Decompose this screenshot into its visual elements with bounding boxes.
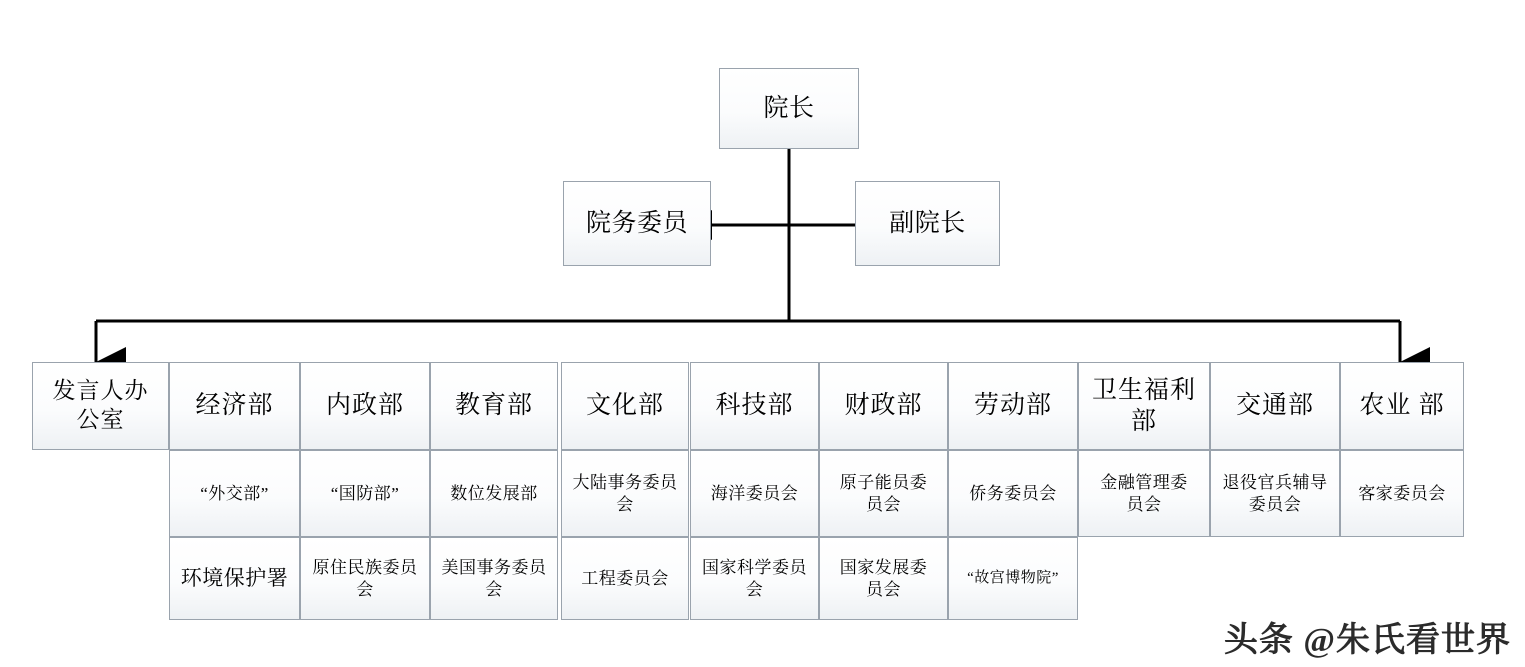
node-sub-3-1-label: 数位发展部 <box>450 483 538 503</box>
node-sub-2-1[interactable] <box>300 450 430 537</box>
node-sub-2-1-label: “国防部” <box>330 483 400 503</box>
node-council-member-label: 院务委员 <box>585 209 688 237</box>
node-sub-2-2[interactable] <box>300 537 430 620</box>
node-sub-9-1-label: 退役官兵辅导委员会 <box>1222 473 1328 514</box>
node-sub-5-2-label: 国家科学委员会 <box>702 558 807 599</box>
node-ministry-5[interactable] <box>690 362 819 450</box>
node-sub-5-1[interactable] <box>690 450 819 537</box>
node-sub-7-2-label: “故宫博物院” <box>967 570 1059 587</box>
node-ministry-7[interactable] <box>948 362 1078 450</box>
node-sub-1-1-label: “外交部” <box>200 483 269 503</box>
node-sub-6-2-label: 国家发展委员会 <box>839 558 928 599</box>
node-ministry-1-label: 经济部 <box>195 392 274 420</box>
node-sub-8-1[interactable] <box>1078 450 1210 537</box>
node-sub-3-2[interactable] <box>430 537 558 620</box>
node-president-label: 院长 <box>763 94 815 122</box>
node-ministry-8[interactable] <box>1078 362 1210 450</box>
node-president[interactable] <box>719 68 859 149</box>
node-spokesperson-office-label: 发言人办公室 <box>52 378 149 432</box>
node-sub-9-1[interactable] <box>1210 450 1340 537</box>
node-ministry-2[interactable] <box>300 362 430 450</box>
node-sub-4-2[interactable] <box>561 537 689 620</box>
node-sub-4-1[interactable] <box>561 450 689 537</box>
node-ministry-2-label: 内政部 <box>325 392 404 420</box>
node-sub-10-1-label: 客家委员会 <box>1358 483 1446 503</box>
node-vice-president[interactable] <box>855 181 1000 266</box>
node-ministry-6-label: 财政部 <box>844 392 923 420</box>
node-sub-6-1-label: 原子能员委员会 <box>839 473 928 514</box>
node-sub-5-2[interactable] <box>690 537 819 620</box>
node-ministry-4-label: 文化部 <box>585 392 664 420</box>
node-sub-8-1-label: 金融管理委员会 <box>1100 473 1188 514</box>
node-council-member[interactable] <box>563 181 711 266</box>
node-sub-2-2-label: 原住民族委员会 <box>312 558 418 599</box>
node-sub-4-1-label: 大陆事务委员会 <box>572 473 678 514</box>
watermark-text: 头条 @朱氏看世界 <box>1223 622 1511 659</box>
node-sub-1-2[interactable] <box>169 537 300 620</box>
node-sub-5-1-label: 海洋委员会 <box>710 483 799 503</box>
node-ministry-10-label: 农业 部 <box>1359 392 1445 420</box>
node-sub-10-1[interactable] <box>1340 450 1464 537</box>
node-sub-7-1[interactable] <box>948 450 1078 537</box>
node-ministry-3[interactable] <box>430 362 558 450</box>
node-ministry-1[interactable] <box>169 362 300 450</box>
node-sub-4-2-label: 工程委员会 <box>581 568 669 588</box>
node-sub-6-1[interactable] <box>819 450 948 537</box>
node-ministry-3-label: 教育部 <box>454 392 533 420</box>
node-ministry-5-label: 科技部 <box>715 392 794 420</box>
node-ministry-8-label: 卫生福利部 <box>1091 376 1196 435</box>
node-spokesperson-office[interactable] <box>32 362 169 450</box>
node-ministry-7-label: 劳动部 <box>973 392 1052 420</box>
node-sub-3-1[interactable] <box>430 450 558 537</box>
node-ministry-10[interactable] <box>1340 362 1464 450</box>
node-ministry-6[interactable] <box>819 362 948 450</box>
node-vice-president-label: 副院长 <box>889 209 966 237</box>
node-sub-3-2-label: 美国事务委员会 <box>441 558 547 599</box>
node-ministry-9-label: 交通部 <box>1235 392 1314 420</box>
node-sub-6-2[interactable] <box>819 537 948 620</box>
node-ministry-9[interactable] <box>1210 362 1340 450</box>
node-sub-1-2-label: 环境保护署 <box>180 566 289 591</box>
node-sub-7-2[interactable] <box>948 537 1078 620</box>
node-ministry-4[interactable] <box>561 362 689 450</box>
node-sub-1-1[interactable] <box>169 450 300 537</box>
node-sub-7-1-label: 侨务委员会 <box>969 483 1057 503</box>
